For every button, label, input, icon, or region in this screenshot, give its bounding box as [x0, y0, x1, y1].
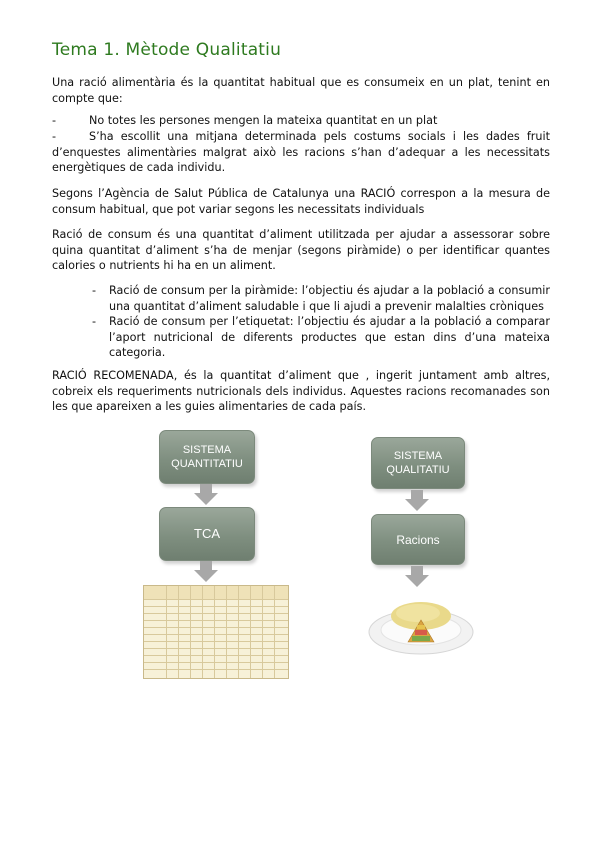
dash-item-2	[52, 129, 550, 176]
paragraph-racio-consum: Ració de consum és una quantitat d’aliment utilitzada per ajudar a assessorar sobre quina quantitat d’aliment s’ha de menjar (segons piràmide) o per identificar quantes calories o nutrients hi ha en un aliment.	[52, 228, 550, 272]
bullet-mark: -	[92, 284, 97, 297]
dash-mark: -	[52, 130, 57, 143]
box-sistema-qualitatiu	[371, 437, 465, 489]
dash-item-1	[52, 113, 550, 129]
box-racions	[371, 514, 465, 565]
box-label: SISTEMA QUANTITATIU	[171, 444, 243, 470]
bullet-item-text: Ració de consum per l’etiquetat: l’objectiu és ajudar a la població a comparar l’aport nutricional de diferents productes que estan dins d’una mateixa categoria.	[109, 315, 550, 359]
bullet-item-text: Ració de consum per la piràmide: l’objectiu és ajudar a la població a consumir una quantitat d’aliment saludable i que li ajudi a prevenir malalties cròniques	[109, 284, 550, 313]
bullet-item-2	[92, 314, 550, 361]
box-tca	[159, 507, 255, 561]
bullet-mark: -	[92, 315, 97, 328]
intro-paragraph: Una ració alimentària és la quantitat habitual que es consumeix en un plat, tenint en compte que:	[52, 76, 550, 105]
food-composition-table-image	[143, 585, 289, 679]
bullet-item-1	[92, 283, 550, 314]
paragraph-racio-recomenada: RACIÓ RECOMENADA, és la quantitat d’aliment que , ingerit juntament amb altres, cobreix els requeriments nutricionals dels individus. Aquestes racions recomanades son les que apareixen a les guies alimentaries de cada país.	[52, 369, 550, 413]
plate-food-pyramid-image	[368, 596, 474, 656]
box-label: SISTEMA QUALITATIU	[386, 450, 450, 476]
dash-item-text: No totes les persones mengen la mateixa quantitat en un plat	[89, 114, 438, 127]
box-label: TCA	[194, 526, 220, 541]
box-sistema-quantitatiu	[159, 430, 255, 484]
page-title: Tema 1. Mètode Qualitatiu	[52, 40, 282, 60]
dash-item-text: S’ha escollit una mitjana determinada pels costums socials i les dades fruit d’enquestes alimentàries malgrat això les racions s’han d’adequar a les necessitats energètiques de cada individu.	[52, 130, 550, 174]
dash-mark: -	[52, 114, 57, 127]
box-label: Racions	[396, 532, 440, 547]
paragraph-racio: Segons l’Agència de Salut Pública de Catalunya una RACIÓ correspon a la mesura de consum habitual, que pot variar segons les necessitats individuals	[52, 187, 550, 216]
